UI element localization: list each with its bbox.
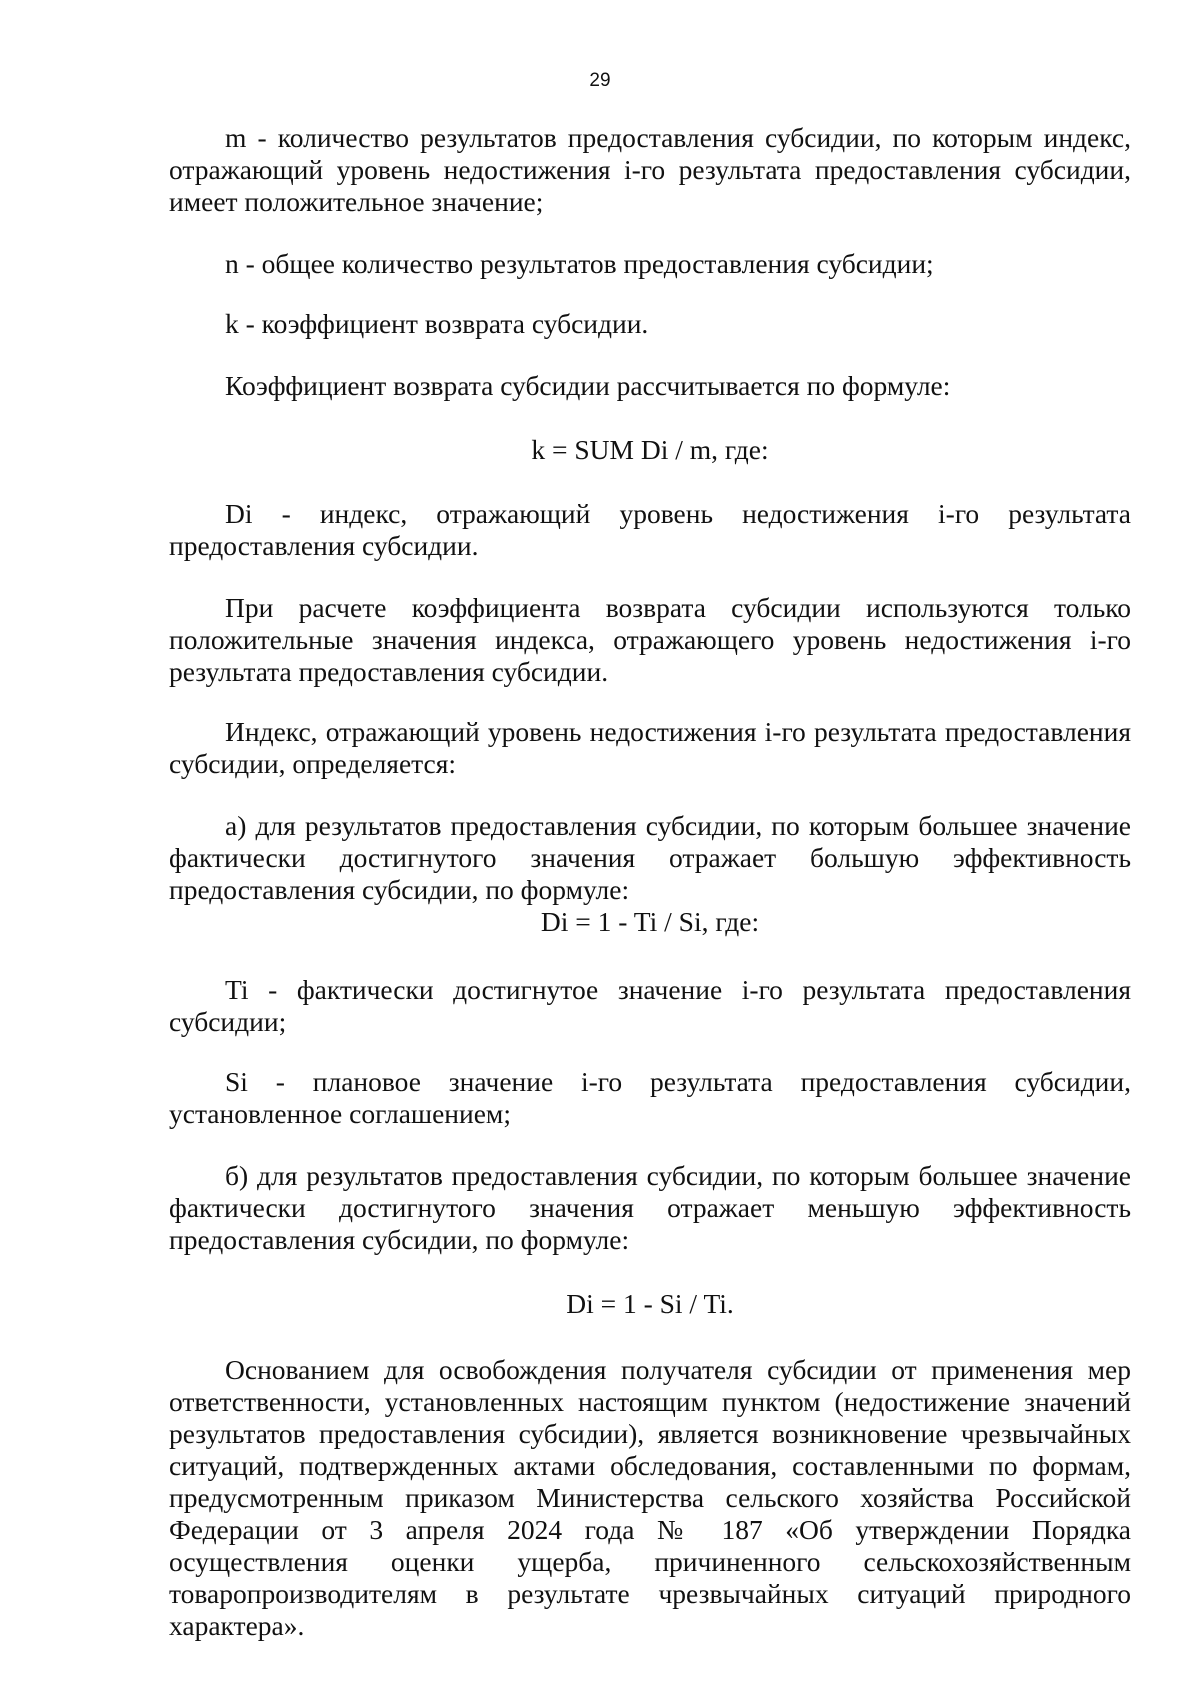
paragraph-index-determined: Индекс, отражающий уровень недостижения i-го результата предоставления субсидии, определяется: <box>169 716 1131 779</box>
paragraph-exemption-basis: Основанием для освобождения получателя субсидии от применения мер ответственности, установленных настоящим пунктом (недостижение значений результатов предоставления субсидии), является возникновение чрезвычайных ситуаций, подтвержденных актами обследования, составленными по формам, предусмотренным приказом Министерства сельского хозяйства Российской Федерации от 3 апреля 2024 года № 187 «Об утверждении Порядка осуществления оценки ущерба, причиненного сельскохозяйственным товаропроизводителям в результате чрезвычайных ситуаций природного характера». <box>169 1354 1131 1641</box>
paragraph-di-definition: Di - индекс, отражающий уровень недостижения i-го результата предоставления субсидии. <box>169 498 1131 561</box>
paragraph-positive-values: При расчете коэффициента возврата субсидии используются только положительные значения индекса, отражающего уровень недостижения i-го результата предоставления субсидии. <box>169 592 1131 687</box>
paragraph-k-definition: k - коэффициент возврата субсидии. <box>225 308 649 339</box>
paragraph-si-definition: Si - плановое значение i-го результата предоставления субсидии, установленное соглашением; <box>169 1066 1131 1129</box>
paragraph-n-definition: n - общее количество результатов предоставления субсидии; <box>225 248 934 279</box>
paragraph-ti-definition: Ti - фактически достигнутое значение i-го результата предоставления субсидии; <box>169 974 1131 1037</box>
document-body <box>169 122 1131 1642</box>
formula-k: k = SUM Di / m, где: <box>531 434 769 465</box>
paragraph-k-formula-intro: Коэффициент возврата субсидии рассчитывается по формуле: <box>225 370 951 401</box>
page-number: 29 <box>589 70 611 91</box>
paragraph-case-a: а) для результатов предоставления субсидии, по которым большее значение фактически достигнутого значения отражает большую эффективность предоставления субсидии, по формуле: <box>169 810 1131 905</box>
formula-di-case-a: Di = 1 - Ti / Si, где: <box>540 906 760 937</box>
paragraph-case-b: б) для результатов предоставления субсидии, по которым большее значение фактически достигнутого значения отражает меньшую эффективность предоставления субсидии, по формуле: <box>169 1160 1131 1255</box>
formula-di-case-b: Di = 1 - Si / Ti. <box>566 1288 734 1319</box>
paragraph-m-definition: m - количество результатов предоставления субсидии, по которым индекс, отражающий уровень недостижения i-го результата предоставления субсидии, имеет положительное значение; <box>169 122 1131 217</box>
